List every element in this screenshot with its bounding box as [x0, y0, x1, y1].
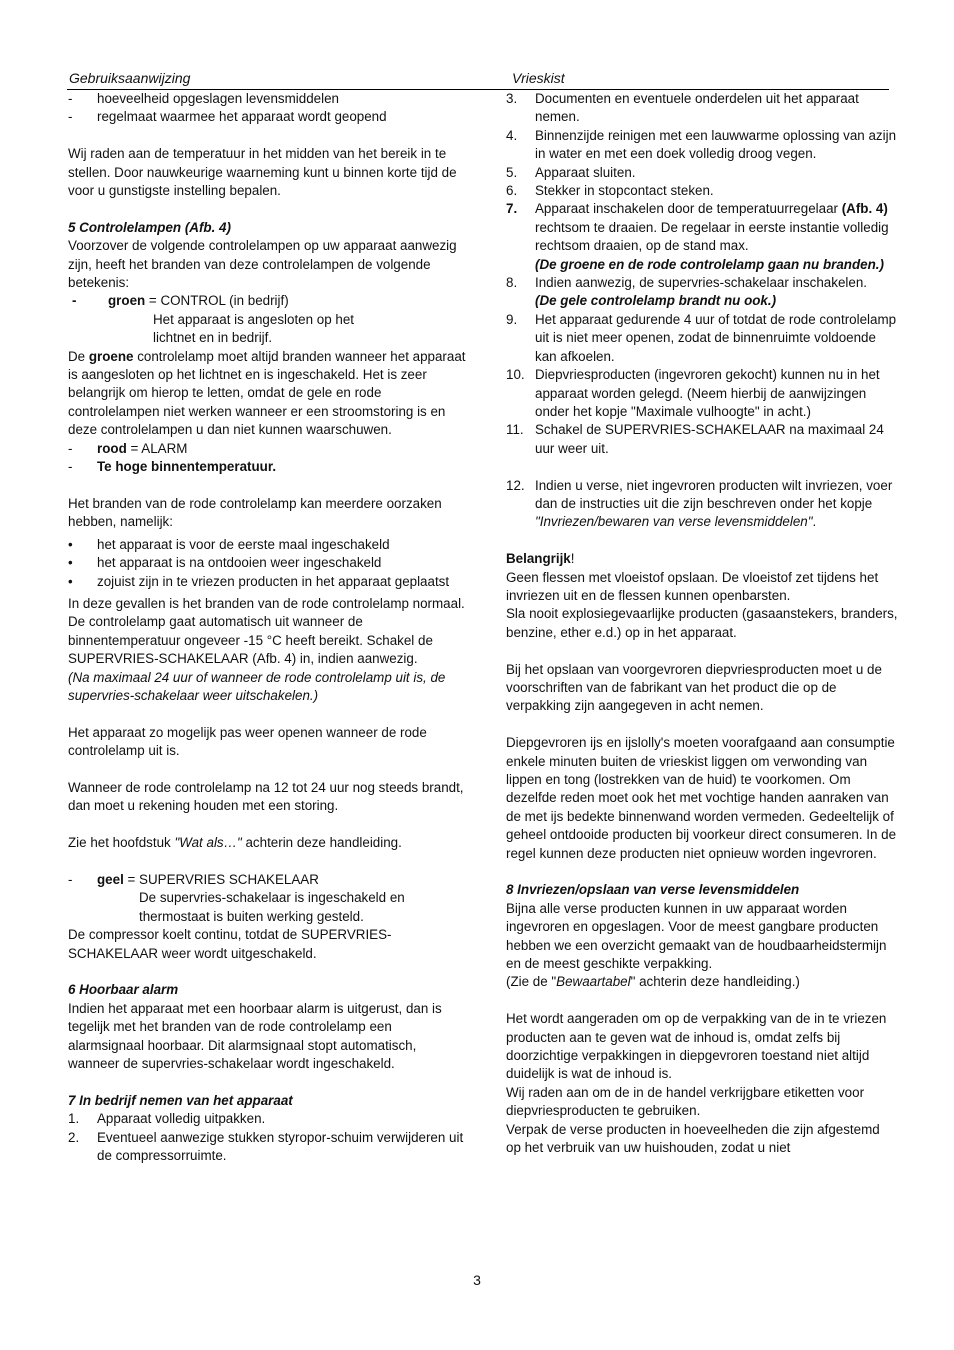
- step-item: 4. Binnenzijde reinigen met een lauwwarme oplossing van azijn in water en met een doek volledig droog vegen.: [506, 127, 897, 162]
- section-heading-7: 7 In bedrijf nemen van het apparaat: [68, 1092, 293, 1108]
- paragraph: Het wordt aangeraden om op de verpakking van de in te vriezen producten aan te geven wat de inhoud is, omdat zelfs bij doorzichtige verpakkingen in diepgevroren toestand niet altijd duidelijk is wat de inhoud is.: [506, 1011, 887, 1082]
- paragraph: Het branden van de rode controlelamp kan meerdere oorzaken hebben, namelijk:: [68, 495, 442, 530]
- header-right: Vrieskist: [512, 70, 565, 86]
- step-item: 12. Indien u verse, niet ingevroren producten wilt invriezen, voer dan de instructies uit die zijn beschreven onder het kopje "Invriezen/bewaren van verse levensmiddelen".: [506, 477, 893, 530]
- lamp-item-rood: - rood = ALARM: [68, 440, 188, 456]
- section-heading-8: 8 Invriezen/opslaan van verse levensmiddelen: [506, 882, 800, 898]
- step-item: 9. Het apparaat gedurende 4 uur of totdat de rode controlelamp uit is niet meer openen, zodat de binnenruimte voldoende kan afkoelen.: [506, 311, 897, 364]
- step-item: 11. Schakel de SUPERVRIES-SCHAKELAAR na maximaal 24 uur weer uit.: [506, 422, 884, 456]
- page-number: 3: [473, 1272, 481, 1288]
- paragraph: Bij het opslaan van voorgevroren diepvriesproducten moet u de voorschriften van de fabrikant van het product die op de verpakking zijn aangegeven in acht nemen.: [506, 661, 882, 714]
- paragraph: Wij raden aan om de in de handel verkrijgbare etiketten voor diepvriesproducten te gebruiken.: [506, 1084, 865, 1119]
- paragraph: Diepgevroren ijs en ijslolly's moeten voorafgaand aan consumptie enkele minuten buiten de vrieskist liggen om verwonding van lippen en tong (lostrekken van de huid) te voorkomen. Om dezelfde reden moet ook het met vochtige handen aanraken van de met ijs bedekte binnenwand worden vermeden. Gedeeltelijk of geheel ontdooide producten bij voorkeur direct consumeren. In de regel kunnen deze producten niet opnieuw worden ingevroren.: [506, 735, 897, 861]
- list-item: - hoeveelheid opgeslagen levensmiddelen: [68, 91, 339, 106]
- step-item: 5. Apparaat sluiten.: [506, 164, 636, 180]
- lamp-item-groen: - groen = CONTROL (in bedrijf): [72, 293, 289, 309]
- paragraph-note: (Na maximaal 24 uur of wanneer de rode controlelamp uit is, de supervries-schakelaar weer uitschakelen.): [68, 669, 446, 703]
- lamp-desc: - Te hoge binnentemperatuur.: [68, 459, 277, 475]
- list-item: - regelmaat waarmee het apparaat wordt geopend: [68, 109, 387, 125]
- paragraph: Voorzover de volgende controlelampen op uw apparaat aanwezig zijn, heeft het branden van deze controlelampen de volgende betekenis:: [68, 238, 457, 291]
- bullet-item: • het apparaat is na ontdooien weer ingeschakeld: [68, 555, 382, 571]
- paragraph: De groene controlelamp moet altijd branden wanneer het apparaat is aangesloten op het lichtnet en is ingeschakeld. Het is zeer belangrijk om hierop te letten, omdat de gele en rode controlelampen niet werken wanneer er een stroomstoring is en deze controlelampen u dan niet kunnen waarschuwen.: [68, 348, 466, 438]
- paragraph: Wij raden aan de temperatuur in het midden van het bereik in te stellen. Door nauwkeurige waarneming kunt u binnen korte tijd de voor u gunstigste instelling bepalen.: [68, 146, 457, 199]
- paragraph: In deze gevallen is het branden van de rode controlelamp normaal. De controlelamp gaat automatisch uit wanneer de binnentemperatuur ongeveer -15 °C heeft bereikt. Schakel de SUPERVRIES-SCHAKELAAR (Afb. 4) in, indien aanwezig.: [68, 595, 465, 667]
- step-item: 1. Apparaat volledig uitpakken.: [68, 1111, 266, 1127]
- step-item: 10. Diepvriesproducten (ingevroren gekocht) kunnen nu in het apparaat worden gelegd. (Neem hierbij de aanwijzingen onder het kopje "Maximale vulhoogte" in acht.): [506, 367, 880, 419]
- section-heading-6: 6 Hoorbaar alarm: [68, 982, 179, 998]
- paragraph: Bijna alle verse producten kunnen in uw apparaat worden ingevroren en opgeslagen. Voor de meest gangbare producten hebben we een overzicht gemaakt van de houdbaarheidstermijn en de meest geschikte verpakking.: [506, 900, 887, 972]
- bullet-item: • zojuist zijn in te vriezen producten in het apparaat geplaatst: [68, 573, 450, 589]
- step-item: 3. Documenten en eventuele onderdelen uit het apparaat nemen.: [506, 91, 859, 125]
- lamp-desc: Het apparaat is angesloten op het lichtnet en in bedrijf.: [153, 311, 355, 346]
- left-column: [68, 90, 468, 1165]
- bullet-item: • het apparaat is voor de eerste maal ingeschakeld: [68, 536, 390, 552]
- paragraph: Wanneer de rode controlelamp na 12 tot 24 uur nog steeds brandt, dan moet u rekening houden met een storing.: [68, 779, 464, 814]
- paragraph: (Zie de "Bewaartabel" achterin deze handleiding.): [506, 974, 800, 990]
- step-item: 7. Apparaat inschakelen door de temperatuurregelaar (Afb. 4) rechtsom te draaien. De regelaar in eerste instantie volledig rechtsom draaien, op de stand max. (De groene en de rode controlelamp gaan nu branden.): [506, 201, 889, 272]
- section-heading-5: 5 Controlelampen (Afb. 4): [68, 219, 231, 235]
- paragraph: Het apparaat zo mogelijk pas weer openen wanneer de rode controlelamp uit is.: [68, 724, 427, 759]
- step-item: 2. Eventueel aanwezige stukken styropor-schuim verwijderen uit de compressorruimte.: [68, 1129, 464, 1164]
- paragraph: Indien het apparaat met een hoorbaar alarm is uitgerust, dan is tegelijk met het branden van de rode controlelamp een alarmsignaal hoorbaar. Dit alarmsignaal stopt automatisch, wanneer de supervries-schakelaar wordt ingeschakeld.: [68, 1000, 442, 1071]
- step-item: 8. Indien aanwezig, de supervries-schakelaar inschakelen. (De gele controlelamp brandt nu ook.): [506, 275, 867, 309]
- lamp-desc: De supervries-schakelaar is ingeschakeld en thermostaat is buiten werking gesteld.: [139, 890, 405, 924]
- paragraph: Geen flessen met vloeistof opslaan. De vloeistof zet tijdens het invriezen uit en de flessen kunnen openbarsten.: [506, 569, 879, 603]
- paragraph: Zie het hoofdstuk "Wat als…" achterin deze handleiding.: [68, 835, 402, 851]
- paragraph: Sla nooit explosiegevaarlijke producten (gasaanstekers, branders, benzine, ether e.d.) op in het apparaat.: [506, 606, 898, 640]
- step-item: 6. Stekker in stopcontact steken.: [506, 183, 714, 199]
- lamp-item-geel: - geel = SUPERVRIES SCHAKELAAR: [68, 871, 319, 887]
- important-label: Belangrijk!: [506, 551, 575, 567]
- paragraph: De compressor koelt continu, totdat de SUPERVRIES-SCHAKELAAR weer wordt uitgeschakeld.: [68, 927, 392, 961]
- paragraph: Verpak de verse producten in hoeveelheden die zijn afgestemd op het verbruik van uw huishouden, zodat u niet: [506, 1121, 880, 1156]
- header-left: Gebruiksaanwijzing: [69, 70, 191, 86]
- right-column: [506, 90, 898, 1157]
